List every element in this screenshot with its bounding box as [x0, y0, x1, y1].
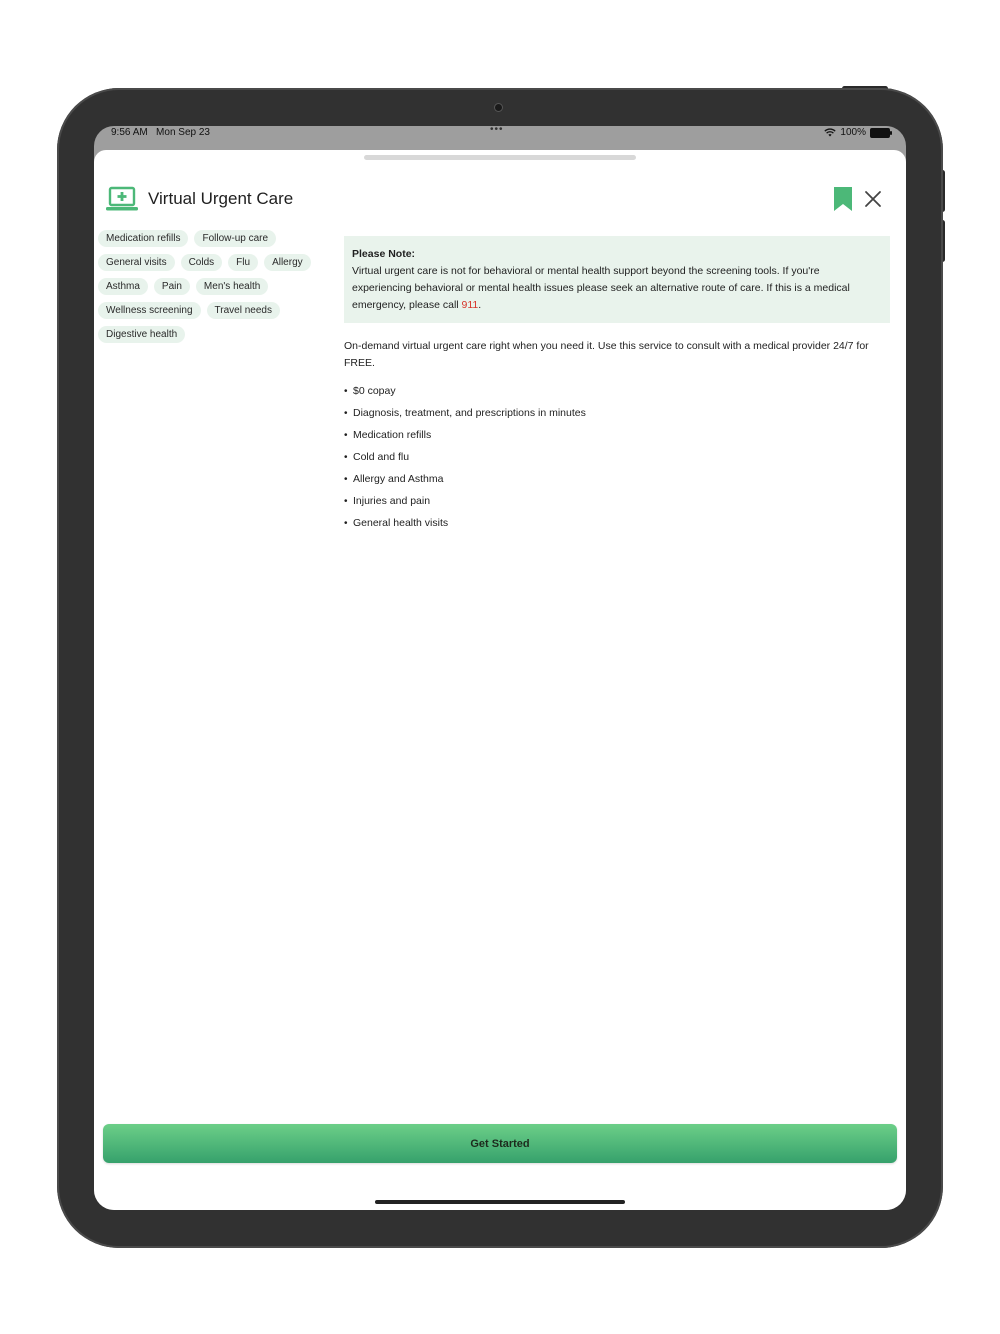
bullet-icon: •	[344, 429, 348, 441]
bullet-icon: •	[344, 407, 348, 419]
bullet-icon: •	[344, 385, 348, 397]
camera-icon	[495, 104, 502, 111]
modal-sheet	[94, 150, 906, 1210]
screen	[94, 126, 906, 1210]
multitasking-dots-icon[interactable]: •••	[490, 126, 504, 135]
tag-chip: Follow-up care	[194, 230, 276, 247]
status-bar	[94, 126, 906, 150]
page-title: Virtual Urgent Care	[148, 189, 294, 208]
list-item: • General health visits	[344, 517, 449, 529]
list-item: • $0 copay	[344, 385, 396, 397]
benefits-list	[344, 380, 586, 534]
service-description: On-demand virtual urgent care right when you need it. Use this service to consult with a medical provider 24/7 for FREE.	[344, 340, 869, 369]
tag-chip: Medication refills	[98, 230, 188, 247]
notice-box	[344, 236, 890, 323]
wifi-icon	[824, 128, 836, 137]
status-time: 9:56 AM Mon Sep 23	[111, 127, 210, 138]
battery-icon	[870, 128, 890, 138]
tag-chip: Colds	[181, 254, 223, 271]
tag-chip: Men's health	[196, 278, 268, 295]
tag-chip: Travel needs	[207, 302, 280, 319]
tag-list	[98, 230, 328, 343]
emergency-phone-link[interactable]: 911	[461, 299, 479, 311]
close-icon[interactable]	[864, 190, 882, 208]
bookmark-icon[interactable]	[834, 187, 852, 211]
tag-chip: Allergy	[264, 254, 311, 271]
tag-chip: Wellness screening	[98, 302, 201, 319]
sheet-grabber[interactable]	[364, 155, 636, 160]
list-item: • Injuries and pain	[344, 495, 431, 507]
tag-chip: General visits	[98, 254, 175, 271]
tag-chip: Flu	[228, 254, 258, 271]
tag-chip: Asthma	[98, 278, 148, 295]
tag-chip: Digestive health	[98, 326, 185, 343]
list-item: • Diagnosis, treatment, and prescriptions in minutes	[344, 407, 586, 419]
notice-text: Virtual urgent care is not for behavioral or mental health support beyond the screening tools. If you're experiencing behavioral or mental health issues please seek an alternative route of care. If this is a medical emergency, please call 911.	[352, 265, 850, 311]
bullet-icon: •	[344, 495, 348, 507]
bullet-icon: •	[344, 473, 348, 485]
list-item: • Medication refills	[344, 429, 432, 441]
get-started-button[interactable]: Get Started	[103, 1124, 897, 1163]
laptop-medical-icon	[106, 186, 138, 212]
tag-chip: Pain	[154, 278, 190, 295]
home-indicator[interactable]	[375, 1200, 625, 1204]
list-item: • Cold and flu	[344, 451, 410, 463]
bullet-icon: •	[344, 451, 348, 463]
bullet-icon: •	[344, 517, 348, 529]
status-right	[824, 127, 890, 138]
notice-heading: Please Note:	[352, 248, 416, 260]
list-item: • Allergy and Asthma	[344, 473, 444, 485]
battery-percent: 100%	[840, 127, 866, 138]
